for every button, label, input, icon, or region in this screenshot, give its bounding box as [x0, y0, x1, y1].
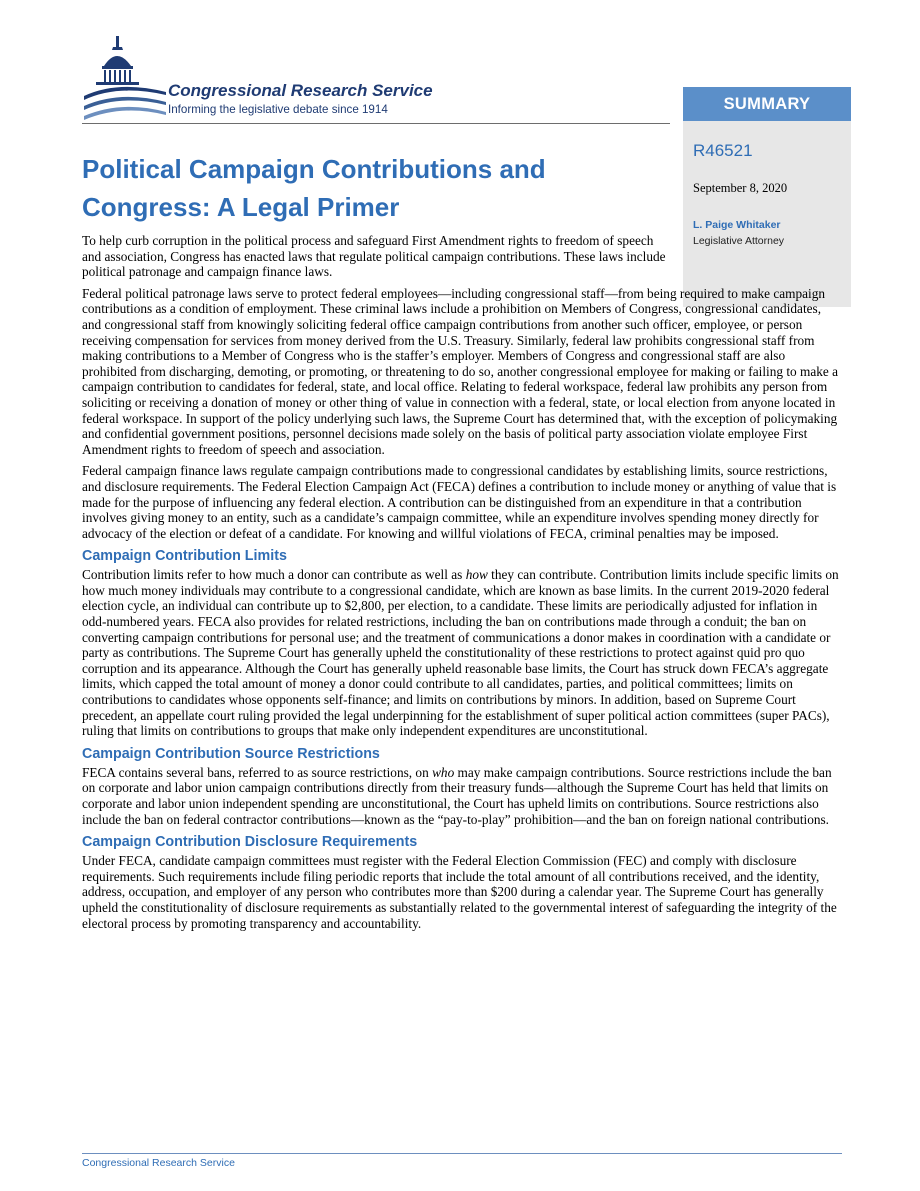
header-divider [82, 123, 670, 124]
summary-label: SUMMARY [683, 87, 851, 121]
report-number: R46521 [693, 141, 753, 160]
footer-text: Congressional Research Service [82, 1157, 235, 1169]
limits-text-start: Contribution limits refer to how much a donor can contribute as well as [82, 567, 466, 583]
source-text-start: FECA contains several bans, referred to as source restrictions, on [82, 764, 433, 780]
report-date: September 8, 2020 [693, 181, 788, 195]
capitol-dome-icon [82, 34, 166, 122]
patronage-paragraph: Federal political patronage laws serve to protect federal employees—including congressional staff—from being required to make campaign contributions as a condition of employment. These criminal laws include a prohibition on Members of Congress, congressional candidates, and congressional staff from knowingly soliciting federal office campaign contributions from another such officer, employee, or person receiving compensation for services from money derived from the U.S. Treasury. Similarly, federal law prohibits congressional staff from making contributions to a Member of Congress who is the staffer’s employer. Members of Congress and congressional staff are also prohibited from discharging, demoting, or promoting, or threatening to do so, another congressional employee for making or failing to make a campaign contribution to candidates for federal, state, and local office. Relating to federal workspace, federal law prohibits any person from soliciting or receiving a donation of money or other thing of value in connection with a federal, state, or local election from anyone located in federal workspace. In support of the policy underlying such laws, the Supreme Court has determined that, with the exception of policymaking and confidential government positions, personnel decisions made solely on the basis of political party association violate employee First Amendment rights to freedom of speech and association. [82, 285, 839, 457]
limits-text-end: they can contribute. Contribution limits include specific limits on how much money individuals may contribute to a congressional candidate, which are known as base limits. In the current 2019-2020 federal election cycle, an individual can contribute up to $2,800, per election, to a candidate. These limits are periodically adjusted for inflation in odd-numbered years. FECA also provides for related restrictions, including the ban on contributions made through a conduit; the ban on converting campaign contributions for personal use; and the treatment of communications a donor makes in coordination with a candidate or party as contributions. The Supreme Court has generally upheld the constitutionality of these restrictions to protect against quid pro quo corruption and its appearance. Although the Court has generally upheld reasonable base limits, the Court has struck down FECA’s aggregate limits, which capped the total amount of money a donor could contribute to all candidates, parties, and political committees; limits on contributions to candidates whose opponents self-finance; and limits on contributions by minors. In addition, based on Supreme Court precedent, an appellate court ruling provided the legal underpinning for the establishment of super political action committees (super PACs), ruling that limits on contributions to groups that make only independent expenditures are unconstitutional. [82, 567, 839, 739]
disclosure-heading: Campaign Contribution Disclosure Requirements [82, 834, 418, 851]
footer-divider [82, 1153, 842, 1154]
disclosure-paragraph: Under FECA, candidate campaign committees must register with the Federal Election Commission (FEC) and comply with disclosure requirements. Such requirements include filing periodic reports that include the total amount of all contributions received, and the identity, address, occupation, and employer of any person who contributes more than $200 during a calendar year. The Supreme Court has generally upheld the constitutionality of disclosure requirements as substantially related to the governmental interest of safeguarding the integrity of the electoral process by promoting transparency and accountability. [82, 853, 837, 931]
source-emphasis: who [432, 764, 455, 780]
source-heading: Campaign Contribution Source Restrictions [82, 745, 380, 762]
limits-paragraph [82, 567, 842, 739]
crs-logo [82, 34, 482, 122]
limits-emphasis: how [465, 567, 488, 583]
intro-paragraph: To help curb corruption in the political process and safeguard First Amendment rights to freedom of speech and association, Congress has enacted laws that regulate political campaign contributions. These laws include political patronage and campaign finance laws. [82, 233, 666, 280]
author-role: Legislative Attorney [693, 235, 785, 247]
summary-body [82, 233, 842, 937]
author-name: L. Paige Whitaker [693, 219, 781, 231]
org-tagline: Informing the legislative debate since 1914 [168, 103, 388, 116]
org-name: Congressional Research Service [168, 81, 433, 100]
source-text-end: may make campaign contributions. Source restrictions include the ban on corporate and labor union campaign contributions directly from their treasury funds—although the Supreme Court has held that limits on corporate and labor union independent spending are unconstitutional, the Court has upheld limits on contributions. Source restrictions also include the ban on federal contractor contributions—known as the “pay-to-play” prohibition—and the ban on foreign national contributions. [82, 764, 832, 827]
campaign-finance-paragraph: Federal campaign finance laws regulate campaign contributions made to congressional candidates by establishing limits, source restrictions, and disclosure requirements. The Federal Election Campaign Act (FECA) defines a contribution to include money or anything of value that is made for the purpose of influencing any federal election. A contribution can be distinguished from an expenditure in that a contribution involves giving money to an entity, such as a candidate’s campaign committee, while an expenditure involves spending money directly for advocacy of the election or defeat of a candidate. For knowing and willful violations of FECA, criminal penalties may be imposed. [82, 463, 837, 541]
source-paragraph [82, 765, 842, 827]
limits-heading: Campaign Contribution Limits [82, 548, 287, 565]
page-title: Political Campaign Contributions and Congress: A Legal Primer [82, 154, 546, 222]
